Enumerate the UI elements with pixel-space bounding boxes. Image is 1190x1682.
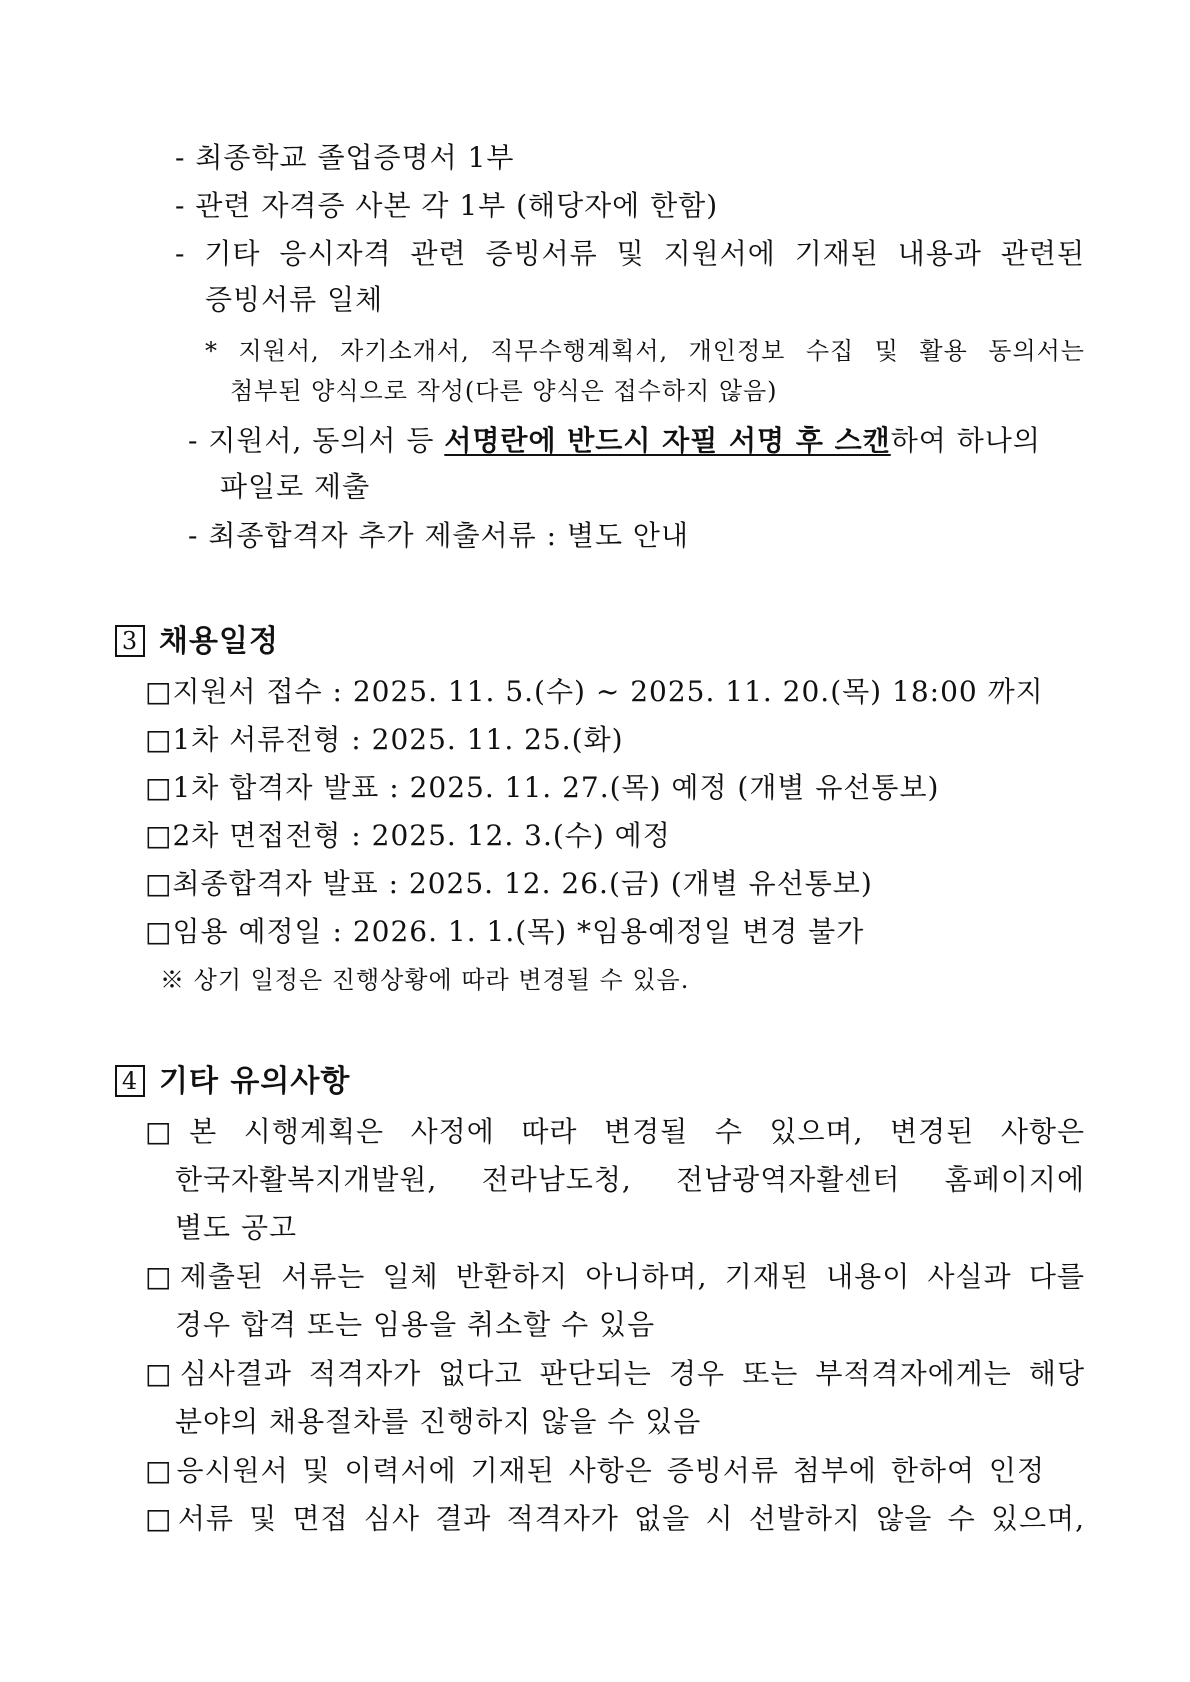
doc-item-signature <box>188 421 1041 461</box>
doc-item-other-cont: 증빙서류 일체 <box>205 283 384 316</box>
doc-item-other: - 기타 응시자격 관련 증빙서류 및 지원서에 기재된 내용과 관련된 <box>175 237 1085 270</box>
doc-note-forms-cont: 첨부된 양식으로 작성(다른 양식은 접수하지 않음) <box>230 377 778 405</box>
signature-text-post: 하여 하나의 <box>890 424 1041 457</box>
section-number-box: 3 <box>115 625 145 657</box>
doc-note-forms: * 지원서, 자기소개서, 직무수행계획서, 개인정보 수집 및 활용 동의서는 <box>205 337 1085 365</box>
section-number-box: 4 <box>115 1065 145 1097</box>
doc-item-final-extra: - 최종합격자 추가 제출서류 : 별도 안내 <box>188 519 690 552</box>
notice-item: □본 시행계획은 사정에 따라 변경될 수 있으며, 변경된 사항은 <box>145 1115 1085 1148</box>
doc-item-diploma: - 최종학교 졸업증명서 1부 <box>175 141 515 174</box>
schedule-item: □1차 서류전형 : 2025. 11. 25.(화) <box>145 723 624 756</box>
notice-item: □서류 및 면접 심사 결과 적격자가 없을 시 선발하지 않을 수 있으며, <box>145 1502 1085 1535</box>
doc-item-certificate: - 관련 자격증 사본 각 1부 (해당자에 한함) <box>175 189 719 222</box>
signature-text-pre: - 지원서, 동의서 등 <box>188 424 445 457</box>
notice-item: □제출된 서류는 일체 반환하지 아니하며, 기재된 내용이 사실과 다를 <box>145 1260 1085 1293</box>
schedule-item: □1차 합격자 발표 : 2025. 11. 27.(목) 예정 (개별 유선통보) <box>145 771 940 804</box>
notice-item-cont: 분야의 채용절차를 진행하지 않을 수 있음 <box>175 1405 702 1438</box>
section-4-title: 기타 유의사항 <box>159 1064 351 1099</box>
schedule-item: □지원서 접수 : 2025. 11. 5.(수) ~ 2025. 11. 20.(목) 18:00 까지 <box>145 675 1044 708</box>
notice-item-cont: 한국자활복지개발원, 전라남도청, 전남광역자활센터 홈페이지에 <box>175 1163 1085 1196</box>
signature-emphasis: 서명란에 반드시 자필 서명 후 스캔 <box>444 424 891 457</box>
schedule-item: □최종합격자 발표 : 2025. 12. 26.(금) (개별 유선통보) <box>145 867 873 900</box>
doc-item-signature-cont: 파일로 제출 <box>220 470 371 503</box>
section-3-title: 채용일정 <box>159 624 279 659</box>
schedule-item: □2차 면접전형 : 2025. 12. 3.(수) 예정 <box>145 819 671 852</box>
notice-item-cont: 별도 공고 <box>175 1211 298 1244</box>
notice-item: □심사결과 적격자가 없다고 판단되는 경우 또는 부적격자에게는 해당 <box>145 1357 1085 1390</box>
notice-item: □응시원서 및 이력서에 기재된 사항은 증빙서류 첨부에 한하여 인정 <box>145 1454 1045 1487</box>
schedule-item: □임용 예정일 : 2026. 1. 1.(목) *임용예정일 변경 불가 <box>145 915 865 948</box>
notice-item-cont: 경우 합격 또는 임용을 취소할 수 있음 <box>175 1308 656 1341</box>
section-3-heading <box>115 622 279 662</box>
schedule-note: ※ 상기 일정은 진행상황에 따라 변경될 수 있음. <box>160 966 690 994</box>
section-4-heading <box>115 1062 350 1102</box>
